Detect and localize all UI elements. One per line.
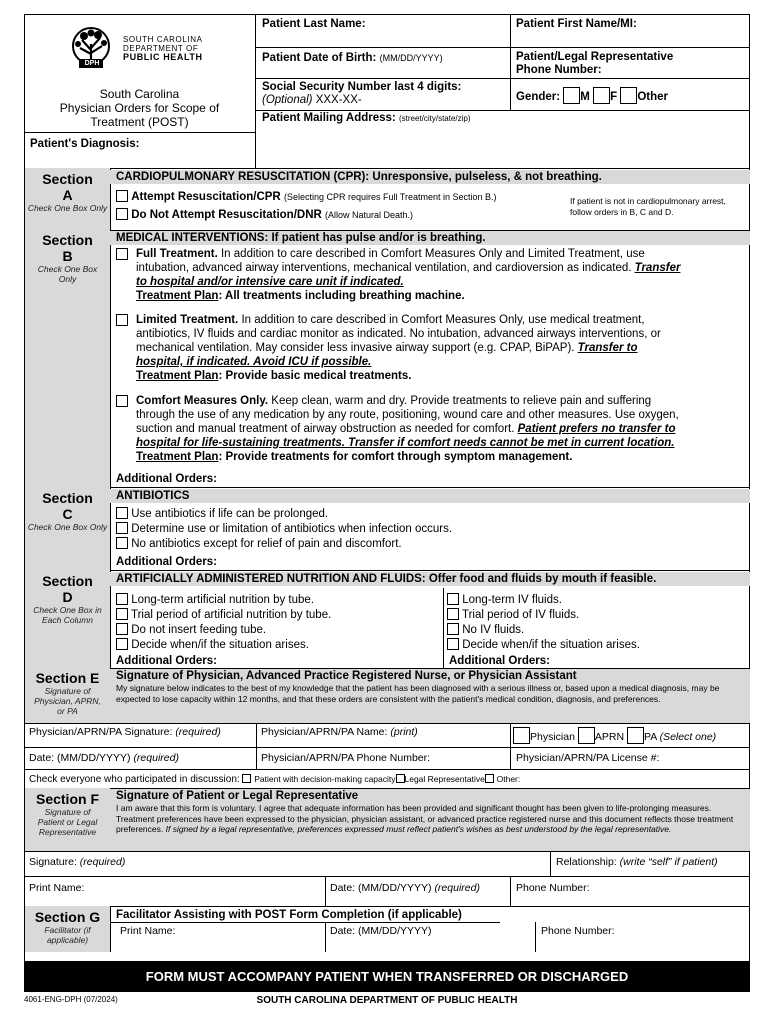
antibiotics-option-2 [116, 522, 452, 536]
diagnosis-field[interactable] [30, 152, 250, 166]
patient-date-text: Date: (MM/DD/YYYY) [330, 882, 432, 894]
discussion-patient-checkbox[interactable] [242, 774, 251, 783]
section-e-heading: Signature of Physician, Advanced Practice Registered Nurse, or Physician Assistant [116, 670, 577, 682]
nutrition-option [116, 608, 331, 622]
patient-last-name-label: Patient Last Name: [262, 18, 366, 30]
section-d-column-divider [443, 588, 444, 668]
section-rule [24, 570, 750, 571]
comfort-transfer-text: hospital for life-sustaining treatments. Transfer if comfort needs cannot be met in current location. [136, 437, 675, 449]
section-g-label [25, 906, 110, 952]
grid-divider [510, 876, 511, 906]
cpr-dnr-option [116, 208, 413, 222]
section-c-heading: ANTIBIOTICS [110, 489, 750, 503]
section-a-sub: Check One Box Only [27, 203, 108, 213]
section-rule [24, 906, 750, 907]
full-treatment-option [116, 247, 680, 303]
dob-label [262, 52, 443, 64]
comfort-transfer-text: Patient prefers no transfer to [517, 423, 676, 435]
logo-badge: DPH [84, 60, 100, 67]
section-e-statement: My signature below indicates to the best of my knowledge that the patient has been diagnosed with a serious illness or, based upon a medical diagnosis, may be expected to lose capacity within 12 months, and that these orders are consistent with the patient's medical condition, diagnosis, and preferences. [116, 683, 720, 704]
physician-name-text: Physician/APRN/PA Name: [261, 726, 388, 738]
grid-rule [24, 747, 750, 748]
address-field[interactable] [262, 128, 746, 164]
antibiotics-option-1 [116, 507, 328, 521]
fluids-option [447, 593, 562, 607]
address-format: (street/city/state/zip) [398, 114, 471, 123]
select-one-hint: (Select one) [659, 731, 717, 743]
section-c-sub: Check One Box Only [27, 522, 108, 532]
nutrition-option-label: Decide when/if the situation arises. [131, 639, 309, 651]
patient-signature-req: (required) [79, 856, 126, 868]
full-treatment-title: Full Treatment. [136, 248, 218, 260]
cpr-attempt-option [116, 190, 497, 204]
rep-phone-line: Phone Number: [516, 64, 602, 76]
section-d-additional-right: Additional Orders: [449, 655, 550, 667]
section-f-heading: Signature of Patient or Legal Representative [116, 790, 359, 802]
ssn-mask: XXX-XX- [315, 94, 362, 106]
grid-divider [256, 723, 257, 769]
discussion-label: Check everyone who participated in discussion: [29, 774, 240, 785]
antibiotics-determine-checkbox[interactable] [116, 522, 128, 534]
diagnosis-label: Patient's Diagnosis: [30, 138, 140, 150]
limited-plan-label: Treatment Plan [136, 370, 219, 382]
patient-first-name-label: Patient First Name/MI: [516, 18, 637, 30]
fluids-none-checkbox[interactable] [447, 623, 459, 635]
dob-format: (MM/DD/YYYY) [379, 53, 443, 63]
pa-type-label: PA [643, 731, 657, 743]
physician-type-checkbox[interactable] [513, 727, 530, 744]
section-a-letter: A [62, 187, 73, 203]
section-b-title: Section [42, 232, 93, 248]
nutrition-option-label: Do not insert feeding tube. [131, 624, 267, 636]
comfort-measures-text: suction and manual treatment of airway obstruction as needed for comfort. [136, 423, 518, 435]
limited-plan-text: : Provide basic medical treatments. [218, 370, 412, 382]
comfort-measures-checkbox[interactable] [116, 395, 128, 407]
limited-treatment-text: mechanical ventilation. May consider less invasive airway support (e.g. CPAP, BiPAP). [136, 342, 578, 354]
physician-date-label [29, 752, 179, 764]
cpr-attempt-note: (Selecting CPR requires Full Treatment in Section B.) [283, 192, 497, 202]
grid-rule [110, 922, 500, 923]
full-transfer-text: to hospital and/or intensive care unit if indicated. [136, 276, 404, 288]
header-rule [255, 110, 750, 111]
section-f-statement-ital: If signed by a legal representative, preferences expressed must reflect patient's wishes as best understood by the legal representative. [163, 824, 672, 834]
section-column-divider [110, 906, 111, 952]
section-b-heading: MEDICAL INTERVENTIONS: If patient has pulse and/or is breathing. [110, 231, 750, 245]
form-title-line: Treatment (POST) [90, 115, 189, 129]
section-rule [24, 723, 750, 724]
section-d-heading: ARTIFICIALLY ADMINISTERED NUTRITION AND FLUIDS: Offer food and fluids by mouth if feasible. [110, 572, 750, 586]
cpr-attempt-label: Attempt Resuscitation/CPR [131, 191, 281, 203]
section-c-letter: C [62, 506, 73, 522]
dob-label-text: Patient Date of Birth: [262, 52, 377, 64]
logo-text [123, 35, 203, 62]
provider-type-select [513, 727, 716, 744]
patient-last-name-field[interactable] [262, 32, 506, 46]
facilitator-date-label: Date: (MM/DD/YYYY) [330, 925, 432, 937]
nutrition-none-checkbox[interactable] [116, 623, 128, 635]
section-g-heading: Facilitator Assisting with POST Form Completion (if applicable) [116, 909, 462, 921]
facilitator-print-name-label: Print Name: [120, 925, 176, 937]
nutrition-trial-checkbox[interactable] [116, 608, 128, 620]
full-transfer-text: Transfer [634, 262, 681, 274]
limited-transfer-text: Transfer to [577, 342, 638, 354]
comfort-plan-text: : Provide treatments for comfort through symptom management. [218, 451, 573, 463]
comfort-measures-option [116, 394, 679, 464]
nutrition-option [116, 638, 309, 652]
logo-line: DEPARTMENT OF [123, 44, 199, 53]
fluids-longterm-checkbox[interactable] [447, 593, 459, 605]
antibiotics-none-checkbox[interactable] [116, 537, 128, 549]
physician-date-req: (required) [133, 752, 179, 764]
section-f-heading-block [110, 789, 750, 851]
section-c-title: Section [42, 490, 93, 506]
grid-divider [510, 723, 511, 769]
section-d-title: Section [42, 573, 93, 589]
rep-phone-line: Patient/Legal Representative [516, 51, 674, 63]
antibiotics-option-label: No antibiotics except for relief of pain and discomfort. [131, 538, 402, 550]
pa-type-checkbox[interactable] [627, 727, 644, 744]
nutrition-option [116, 593, 314, 607]
section-d-sub: Check One Box in Each Column [33, 605, 102, 625]
discussion-row [29, 774, 520, 785]
physician-type-label: Physician [530, 731, 575, 743]
antibiotics-option-label: Use antibiotics if life can be prolonged. [131, 508, 329, 520]
grid-divider [535, 922, 536, 952]
patient-signature-text: Signature: [29, 856, 77, 868]
section-e-heading-block [110, 669, 750, 723]
cpr-dnr-checkbox[interactable] [116, 208, 128, 220]
discussion-legal-rep-checkbox[interactable] [396, 774, 405, 783]
section-f-title: Section F [35, 791, 99, 807]
header-divider-2 [510, 14, 511, 110]
grid-rule [24, 876, 750, 877]
relationship-hint: (write “self” if patient) [619, 856, 718, 868]
grid-divider [550, 851, 551, 876]
cpr-dnr-note: (Allow Natural Death.) [325, 210, 414, 220]
patient-date-req: (required) [434, 882, 480, 894]
section-g-title: Section G [34, 909, 101, 925]
fluids-option-label: Long-term IV fluids. [462, 594, 562, 606]
cpr-side-note: If patient is not in cardiopulmonary arrest, follow orders in B, C and D. [570, 196, 726, 217]
fluids-option [447, 608, 579, 622]
full-treatment-text: intubation, advanced airway interventions, mechanical ventilation, and cardioversion as indicated. [136, 262, 635, 274]
gender-m-label: M [580, 91, 590, 103]
section-a-heading: CARDIOPULMONARY RESUSCITATION (CPR): Unresponsive, pulseless, & not breathing. [110, 170, 750, 184]
section-a-label [25, 168, 110, 230]
comfort-measures-title: Comfort Measures Only. [136, 395, 269, 407]
section-a-title: Section [42, 171, 93, 187]
fluids-option-label: Decide when/if the situation arises. [462, 639, 640, 651]
facilitator-phone-label: Phone Number: [541, 925, 615, 937]
section-f-statement: I am aware that this form is voluntary. I agree that adequate information has been provided and significant thought has been given to life-prolonging measures. Treatment preferences have been expressed to the physician, physician assistant, or advanced practice registered nurse and this document reflects those treatment preferences. [116, 803, 734, 834]
cpr-dnr-label: Do Not Attempt Resuscitation/DNR [131, 209, 322, 221]
section-b-additional-orders: Additional Orders: [116, 473, 217, 485]
aprn-type-label: APRN [594, 731, 625, 743]
section-b-label [25, 230, 110, 487]
section-rule [24, 487, 750, 488]
aprn-type-checkbox[interactable] [578, 727, 595, 744]
nutrition-longterm-checkbox[interactable] [116, 593, 128, 605]
nutrition-option-label: Long-term artificial nutrition by tube. [131, 594, 315, 606]
fluids-option-label: Trial period of IV fluids. [462, 609, 580, 621]
section-e-sub: Signature of Physician, APRN, or PA [34, 686, 101, 716]
antibiotics-option-3 [116, 537, 402, 551]
full-treatment-checkbox[interactable] [116, 248, 128, 260]
section-f-sub: Signature of Patient or Legal Representative [37, 807, 98, 837]
limited-transfer-text: hospital, if indicated. Avoid ICU if possible. [136, 356, 372, 368]
physician-date-text: Date: (MM/DD/YYYY) [29, 752, 131, 764]
ssn-label: Social Security Number last 4 digits: [262, 81, 462, 93]
logo-line: SOUTH CAROLINA [123, 35, 203, 44]
rep-phone-label [516, 51, 673, 77]
section-rule [24, 769, 750, 770]
grid-divider [325, 922, 326, 952]
physician-name-req: (print) [390, 726, 418, 738]
section-rule [24, 851, 750, 852]
section-d-letter: D [62, 589, 73, 605]
form-title-line: South Carolina [99, 87, 180, 101]
patient-signature-label [29, 856, 125, 868]
discussion-legal-rep-label: Legal Representative [404, 774, 485, 784]
gender-label: Gender: [516, 91, 561, 103]
section-d-label [25, 570, 110, 668]
header-rule [255, 78, 750, 79]
fluids-decide-checkbox[interactable] [447, 638, 459, 650]
fluids-trial-checkbox[interactable] [447, 608, 459, 620]
footer-department: SOUTH CAROLINA DEPARTMENT OF PUBLIC HEALTH [256, 995, 518, 1006]
ssn-block [262, 81, 461, 107]
patient-date-label [330, 882, 480, 894]
section-g-sub: Facilitator (if applicable) [44, 925, 91, 945]
grid-divider [325, 876, 326, 906]
form-title [24, 87, 255, 129]
fluids-option-label: No IV fluids. [462, 624, 525, 636]
patient-phone-label: Phone Number: [516, 882, 590, 894]
ssn-optional: (Optional) [262, 94, 313, 106]
gender-other-checkbox[interactable] [620, 87, 637, 104]
discussion-patient-label: Patient with decision-making capacity [254, 774, 396, 784]
gender-f-checkbox[interactable] [593, 87, 610, 104]
discussion-other-checkbox[interactable] [485, 774, 494, 783]
section-f-label [25, 788, 110, 851]
limited-treatment-text: antibiotics, IV fluids and cardiac monitor as indicated. No intubation, advanced airways interventions, or [136, 328, 661, 340]
section-e-label [25, 668, 110, 723]
physician-phone-label: Physician/APRN/PA Phone Number: [261, 752, 431, 764]
nutrition-option-label: Trial period of artificial nutrition by tube. [131, 609, 332, 621]
nutrition-option [116, 623, 266, 637]
relationship-label [556, 856, 718, 868]
logo-line: PUBLIC HEALTH [123, 52, 203, 62]
gender-other-label: Other [637, 91, 668, 103]
discussion-other-label: Other: [496, 774, 521, 784]
section-b-letter: B [62, 248, 73, 264]
limited-treatment-title: Limited Treatment. [136, 314, 239, 326]
address-label [262, 112, 471, 124]
relationship-text: Relationship: [556, 856, 617, 868]
fluids-option [447, 638, 640, 652]
header-divider [255, 14, 256, 168]
section-b-sub: Check One Box Only [37, 264, 98, 284]
section-rule [24, 168, 750, 169]
patient-first-name-field[interactable] [516, 32, 746, 46]
section-c-label [25, 487, 110, 570]
physician-signature-text: Physician/APRN/PA Signature: [29, 726, 173, 738]
form-title-line: Physician Orders for Scope of [59, 101, 220, 115]
address-label-text: Patient Mailing Address: [262, 112, 396, 124]
gender-row [516, 87, 668, 104]
footer-banner: FORM MUST ACCOMPANY PATIENT WHEN TRANSFERRED OR DISCHARGED [24, 962, 750, 992]
antibiotics-option-label: Determine use or limitation of antibiotics when infection occurs. [131, 523, 453, 535]
fluids-option [447, 623, 524, 637]
physician-name-label [261, 726, 418, 738]
limited-treatment-checkbox[interactable] [116, 314, 128, 326]
section-column-divider [110, 168, 111, 698]
comfort-measures-text: Keep clean, warm and dry. Provide treatments to relieve pain and suffering [268, 395, 652, 407]
gender-m-checkbox[interactable] [563, 87, 580, 104]
comfort-plan-label: Treatment Plan [136, 451, 219, 463]
nutrition-decide-checkbox[interactable] [116, 638, 128, 650]
physician-license-label: Physician/APRN/PA License #: [516, 752, 660, 764]
physician-signature-req: (required) [175, 726, 221, 738]
form-id: 4061-ENG-DPH (07/2024) [24, 995, 118, 1004]
antibiotics-use-checkbox[interactable] [116, 507, 128, 519]
comfort-measures-text: through the use of any medication by any route, positioning, wound care and other measures. Use oxygen, [136, 409, 679, 421]
section-d-additional-left: Additional Orders: [116, 655, 217, 667]
full-plan-label: Treatment Plan [136, 290, 219, 302]
gender-f-label: F [610, 91, 618, 103]
header-rule [24, 132, 255, 133]
header-rule [255, 47, 750, 48]
limited-treatment-option [116, 313, 661, 383]
patient-print-name-label: Print Name: [29, 882, 85, 894]
full-treatment-text: In addition to care described in Comfort Measures Only and Limited Treatment, use [217, 248, 645, 260]
limited-treatment-text: In addition to care described in Comfort Measures Only, use medical treatment, [238, 314, 645, 326]
full-plan-text: : All treatments including breathing machine. [218, 290, 465, 302]
section-c-additional-orders: Additional Orders: [116, 556, 217, 568]
cpr-attempt-checkbox[interactable] [116, 190, 128, 202]
section-e-title: Section E [35, 670, 100, 686]
physician-signature-label [29, 726, 221, 738]
